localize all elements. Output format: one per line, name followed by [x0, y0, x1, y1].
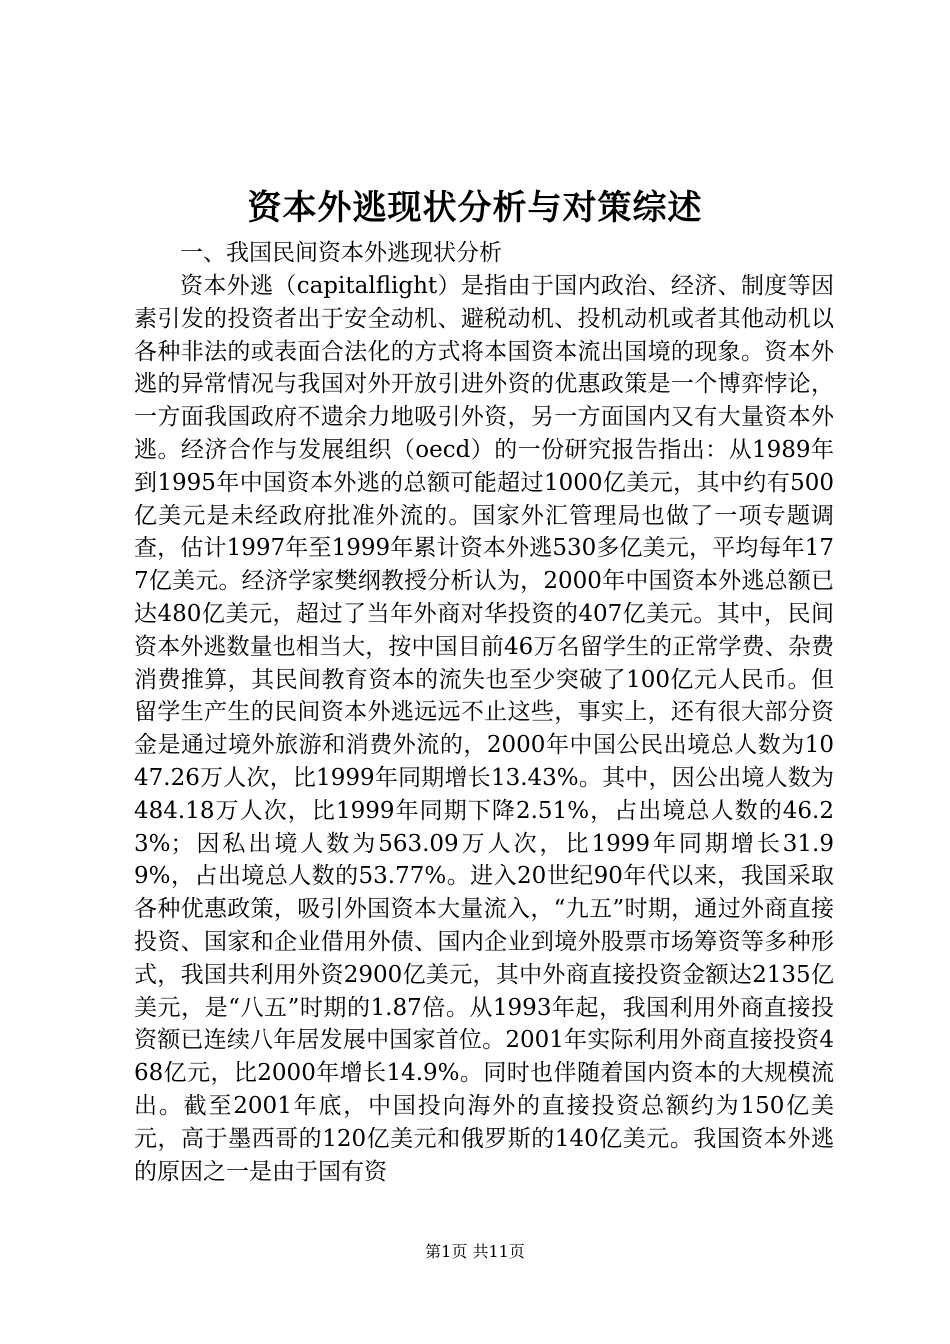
section-heading: 一、我国民间资本外逃现状分析 [180, 240, 502, 266]
document-title: 资本外逃现状分析与对策综述 [247, 188, 703, 228]
body-paragraph: 资本外逃（capitalflight）是指由于国内政治、经济、制度等因素引发的投资者出于安全动机、避税动机、投机动机或者其他动机以各种非法的或表面合法化的方式将本国资本流出国境的现象。资本外逃的异常情况与我国对外开放引进外资的优惠政策是一个博弈悖论，一方面我国政府不遗余力地吸引外资，另一方面国内又有大量资本外逃。经济合作与发展组织（oecd）的一份研究报告指出：从1989年到1995年中国资本外逃的总额可能超过1000亿美元，其中约有500亿美元是未经政府批准外流的。国家外汇管理局也做了一项专题调查，估计1997年至1999年累计资本外逃530多亿美元，平均每年177亿美元。经济学家樊纲教授分析认为，2000年中国资本外逃总额已达480亿美元，超过了当年外商对华投资的407亿美元。其中，民间资本外逃数量也相当大，按中国目前46万名留学生的正常学费、杂费消费推算，其民间教育资本的流失也至少突破了100亿元人民币。但留学生产生的民间资本外逃远远不止这些，事实上，还有很大部分资金是通过境外旅游和消费外流的，2000年中国公民出境总人数为1047.26万人次，比1999年同期增长13.43%。其中，因公出境人数为484.18万人次，比1999年同期下降2.51%，占出境总人数的46.23%；因私出境人数为563.09万人次，比1999年同期增长31.99%，占出境总人数的53.77%。进入20世纪90年代以来，我国采取各种优惠政策，吸引外国资本大量流入，“九五”时期，通过外商直接投资、国家和企业借用外债、国内企业到境外股票市场筹资等多种形式，我国共利用外资2900亿美元，其中外商直接投资金额达2135亿美元，是“八五”时期的1.87倍。从1993年起，我国利用外商直接投资额已连续八年居发展中国家首位。2001年实际利用外商直接投资468亿元，比2000年增长14.9%。同时也伴随着国内资本的大规模流出。截至2001年底，中国投向海外的直接投资总额约为150亿美元，高于墨西哥的120亿美元和俄罗斯的140亿美元。我国资本外逃的原因之一是由于国有资 [134, 273, 834, 1185]
page-number: 第1页 [425, 1242, 468, 1261]
page-total: 共11页 [472, 1242, 525, 1261]
page-footer [0, 1240, 950, 1264]
